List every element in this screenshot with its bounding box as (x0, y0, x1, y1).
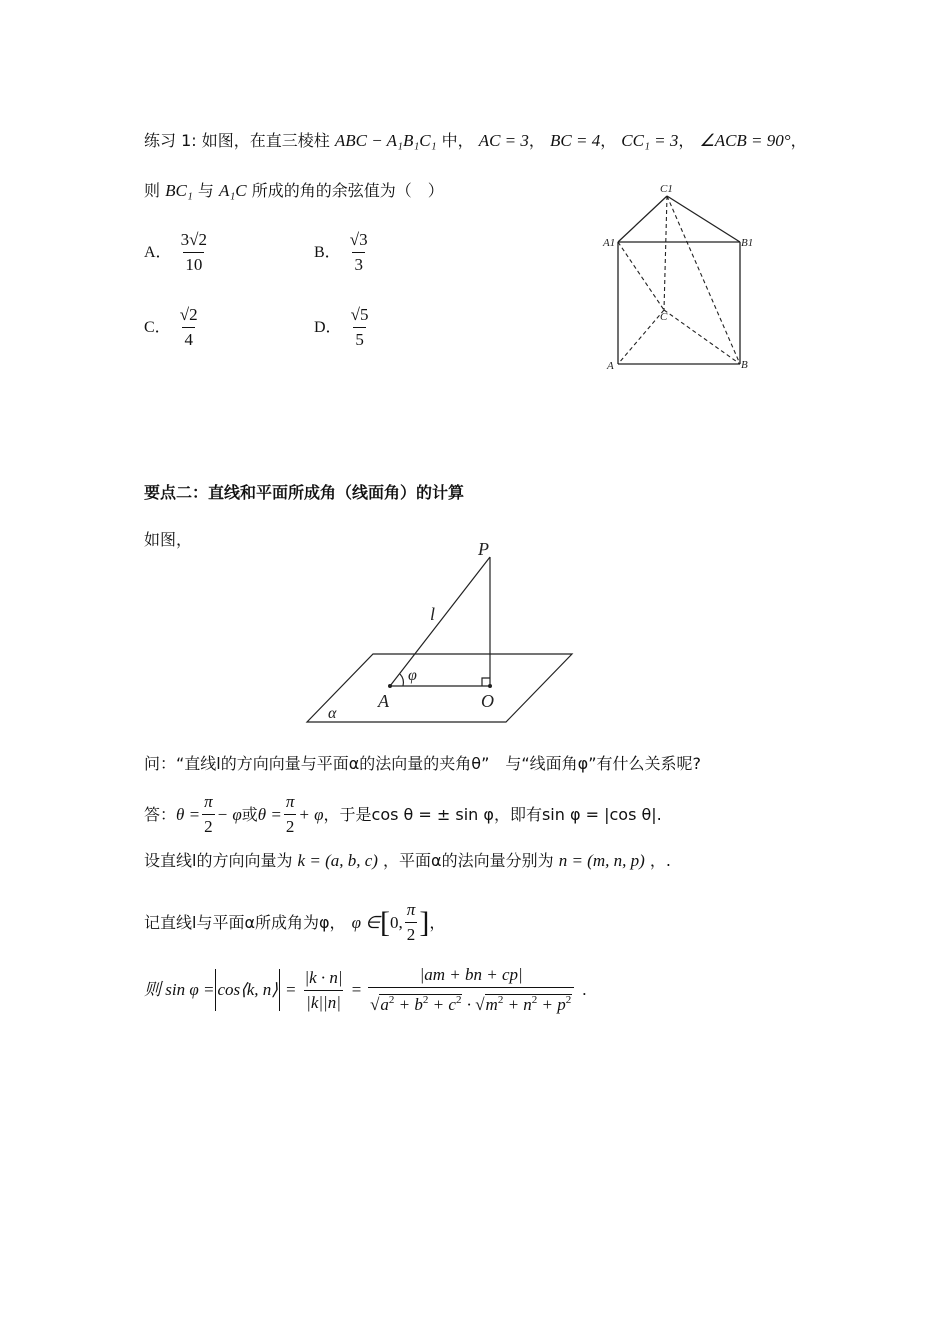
answer-thus: ，于是cos θ = ± sin φ，即有sin φ = |cos θ|. (323, 804, 662, 824)
line2-bc1: BC₁ (165, 181, 193, 200)
option-a-den: 10 (183, 252, 204, 275)
plus-phi: + φ (298, 804, 324, 824)
exercise-line1-prefix: 如图，在直三棱柱 (201, 131, 330, 150)
formula-den: $√a^2 + b^2 + c^2 \cdot √m^2 + n^2 + p^2$ (368, 987, 574, 1015)
cond-ac: AC = 3 (478, 131, 529, 150)
option-b-label: B． (314, 244, 341, 261)
option-c[interactable] (144, 305, 202, 350)
k-vector: k = (a, b, c) (297, 851, 378, 870)
exercise-line-1: 练习 1: 如图，在直三棱柱 ABC − A₁B₁C₁ 中， AC = 3， BC = 4， CC₁ = 3， ∠ACB = 90°， (144, 131, 807, 150)
edge-bc1-hidden (667, 196, 740, 364)
formula-line (144, 965, 587, 1015)
equals-1: = (284, 980, 297, 999)
option-b-num: √3 (349, 230, 368, 249)
abs-bar-left (215, 969, 216, 1011)
range-pi-den: 2 (405, 922, 418, 945)
line2-ze: 则 (144, 181, 161, 200)
point-a (388, 684, 392, 688)
answer-or: 或 (241, 804, 258, 824)
label-a-plane: A (378, 691, 389, 711)
record-line (144, 900, 445, 945)
option-a-num: 3√2 (180, 230, 207, 249)
exercise-label: 练习 1: (144, 131, 197, 150)
option-b[interactable] (314, 230, 372, 275)
line2-a1c: A₁C (218, 181, 247, 200)
set-line (144, 851, 671, 871)
prism-figure (596, 175, 766, 380)
option-c-num: √2 (179, 305, 198, 324)
option-d-fraction (349, 305, 371, 350)
dot-product-den: |k||n| (304, 990, 343, 1013)
label-l: l (430, 604, 436, 624)
formula-num: |am + bn + cp| (419, 965, 523, 984)
pi-over-2-b (284, 792, 297, 837)
line2-rest: 所成的角的余弦值为（ ） (251, 181, 444, 200)
pi-num-a: π (204, 792, 213, 811)
pi-num-b: π (285, 792, 295, 811)
label-a1: A1 (603, 237, 616, 249)
pi-den-a: 2 (202, 814, 215, 837)
set-end: ，. (649, 851, 671, 870)
label-o: O (481, 691, 494, 711)
section-intro: 如图， (144, 530, 193, 549)
range-zero: 0, (390, 912, 403, 932)
abs-bar-right (279, 969, 280, 1011)
option-d[interactable] (314, 305, 373, 350)
exercise-line1-in: 中， (441, 131, 474, 150)
label-alpha: α (328, 705, 337, 722)
set-text: 设直线l的方向向量为 (144, 851, 293, 870)
equals-2: = (350, 980, 363, 999)
cond-angle: ∠ACB = 90° (699, 131, 791, 150)
range-pi-over-2 (405, 900, 418, 945)
exercise-line-2 (144, 181, 444, 201)
option-a[interactable] (144, 230, 211, 275)
line2-yu: 与 (197, 181, 214, 200)
label-b1: B1 (741, 237, 754, 249)
label-phi: φ (408, 667, 417, 684)
label-a: A (607, 360, 614, 372)
plane-alpha (307, 654, 572, 722)
edge-ca-hidden (618, 310, 664, 364)
right-bracket: ] (419, 905, 430, 939)
minus-phi: − φ (216, 804, 242, 824)
dot-product-num: |k · n| (304, 967, 343, 987)
left-bracket: [ (380, 905, 391, 939)
option-c-den: 4 (182, 327, 195, 350)
formula-prefix: 则 sin φ = (144, 980, 215, 999)
edge-a1c-hidden (618, 242, 664, 310)
option-a-fraction (179, 230, 209, 275)
answer-prefix: 答： (144, 804, 177, 824)
pi-den-b: 2 (284, 814, 297, 837)
option-b-fraction (348, 230, 370, 275)
cos-kn: cos⟨k, n⟩ (217, 980, 278, 999)
pi-over-2-a (202, 792, 215, 837)
set-mid: ，平面α的法向量分别为 (383, 851, 554, 870)
plane-figure (300, 535, 580, 730)
edge-c1a1 (618, 196, 667, 242)
dot-product-fraction (302, 968, 344, 1013)
cond-bc: BC = 4 (550, 131, 601, 150)
n-vector: n = (m, n, p) (558, 851, 645, 870)
angle-arc-phi (400, 674, 403, 686)
theta-1: θ = (176, 804, 201, 824)
formula-end: . (582, 980, 587, 999)
range-prefix: φ ∈ (351, 912, 381, 932)
label-c1: C1 (660, 183, 673, 195)
edge-c1c-hidden (664, 196, 667, 310)
option-d-num: √5 (350, 305, 369, 324)
section-title: 要点二：直线和平面所成角（线面角）的计算 (144, 483, 465, 502)
label-b: B (741, 359, 748, 371)
range-pi-num: π (406, 900, 416, 919)
record-text: 记直线l与平面α所成角为φ， (144, 912, 346, 932)
point-o (488, 684, 492, 688)
label-p: P (478, 539, 489, 559)
theta-2: θ = (257, 804, 282, 824)
answer-line (144, 792, 662, 837)
line-l (390, 557, 490, 686)
edge-cb-hidden (664, 310, 740, 364)
option-c-label: C． (144, 319, 171, 336)
option-b-den: 3 (352, 252, 365, 275)
edge-c1b1 (667, 196, 740, 242)
option-d-label: D． (314, 319, 342, 336)
label-c: C (660, 311, 668, 323)
option-a-label: A． (144, 244, 172, 261)
option-d-den: 5 (353, 327, 366, 350)
coordinate-fraction (368, 965, 574, 1015)
range-end: ， (429, 912, 446, 932)
cond-cc1: CC₁ = 3 (621, 131, 679, 150)
option-c-fraction (178, 305, 200, 350)
question-text: 问：“直线l的方向向量与平面α的法向量的夹角θ” 与“线面角φ”有什么关系呢? (144, 754, 701, 773)
prism-name: ABC − A₁B₁C₁ (334, 131, 437, 150)
